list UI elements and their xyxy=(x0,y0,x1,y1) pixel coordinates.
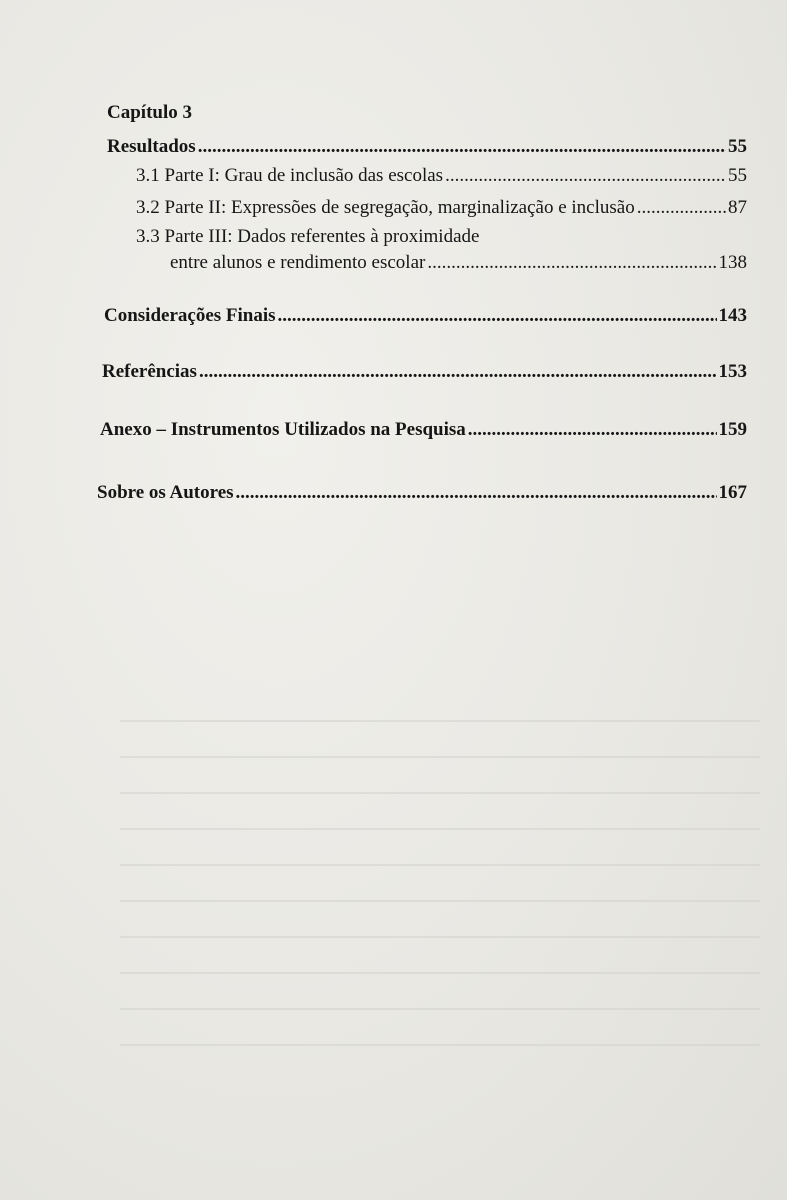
toc-entry-page: 159 xyxy=(718,419,747,440)
toc-leader-dots xyxy=(278,304,717,328)
toc-entry-page: 143 xyxy=(718,305,747,326)
toc-leader-dots xyxy=(236,481,717,505)
toc-entry-title: Referências xyxy=(102,361,197,382)
toc-entry-3-2 xyxy=(136,196,747,220)
toc-leader-dots xyxy=(637,196,726,220)
toc-leader-dots xyxy=(445,164,726,188)
toc-leader-dots xyxy=(199,360,717,384)
toc-entry-anexo xyxy=(100,418,747,442)
toc-entry-title: 3.1 Parte I: Grau de inclusão das escolas xyxy=(136,165,444,186)
toc-entry-resultados xyxy=(107,135,747,159)
toc-entry-sobre-os-autores xyxy=(97,481,747,505)
toc-entry-title: Considerações Finais xyxy=(104,305,276,326)
toc-entry-page: 153 xyxy=(718,361,747,382)
chapter-label: Capítulo 3 xyxy=(107,102,192,123)
toc-entry-page: 55 xyxy=(728,165,747,186)
toc-entry-title: Sobre os Autores xyxy=(97,482,234,503)
toc-entry-3-1 xyxy=(136,164,747,188)
toc-entry-consideracoes-finais xyxy=(104,304,747,328)
toc-entry-title: entre alunos e rendimento escolar xyxy=(170,252,426,273)
toc-leader-dots xyxy=(198,135,726,159)
toc-entry-3-3-title-line1: 3.3 Parte III: Dados referentes à proximidade xyxy=(136,226,480,247)
toc-entry-title: Resultados xyxy=(107,136,196,157)
toc-entry-3-3 xyxy=(170,251,747,275)
toc-entry-page: 87 xyxy=(728,197,747,218)
toc-entry-page: 55 xyxy=(728,136,747,157)
toc-entry-title: 3.2 Parte II: Expressões de segregação, marginalização e inclusão xyxy=(136,197,635,218)
toc-entry-page: 167 xyxy=(718,482,747,503)
toc-entry-page: 138 xyxy=(718,252,747,273)
toc-leader-dots xyxy=(427,251,716,275)
toc-entry-referencias xyxy=(102,360,747,384)
toc-leader-dots xyxy=(468,418,717,442)
toc-entry-title: Anexo – Instrumentos Utilizados na Pesquisa xyxy=(100,419,466,440)
